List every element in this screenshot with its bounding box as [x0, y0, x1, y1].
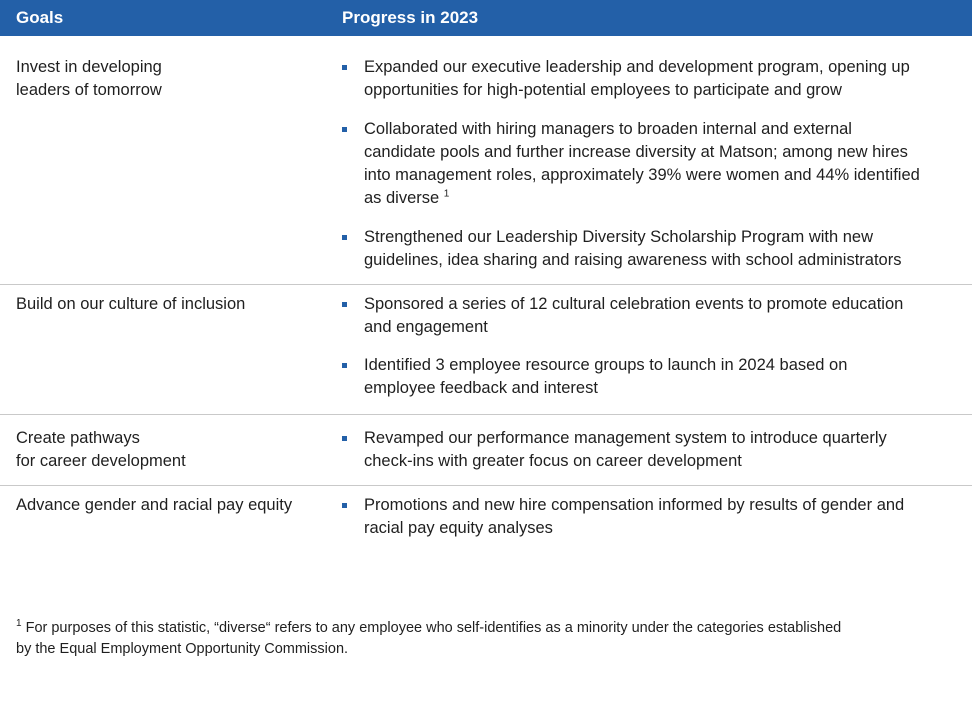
- bullet-line: Expanded our executive leadership and development program, opening up: [364, 58, 910, 76]
- list-item: [342, 226, 964, 272]
- table-row: [0, 36, 972, 285]
- progress-list: [326, 427, 972, 473]
- footnote-line: by the Equal Employment Opportunity Commission.: [16, 641, 349, 657]
- progress-column-header: Progress in 2023: [342, 8, 479, 27]
- bullet-square-icon: [342, 127, 347, 132]
- bullet-square-icon: [342, 363, 347, 368]
- footnote-text: For purposes of this statistic, “diverse“ refers to any employee who self-identifies as a minority under the categories established: [25, 620, 842, 636]
- table-row: [0, 285, 972, 415]
- list-item: [342, 118, 964, 210]
- bullet-line: racial pay equity analyses: [364, 519, 553, 537]
- bullet-square-icon: [342, 65, 347, 70]
- progress-list: [326, 293, 972, 400]
- bullet-line: and engagement: [364, 318, 488, 336]
- goal-line: Build on our culture of inclusion: [16, 295, 246, 313]
- list-item: [342, 494, 964, 540]
- goal-line: Create pathways: [16, 429, 140, 447]
- list-item: [342, 56, 964, 102]
- goal-cell: [0, 293, 326, 400]
- bullet-line: opportunities for high-potential employees to participate and grow: [364, 81, 842, 99]
- bullet-line: candidate pools and further increase diversity at Matson; among new hires: [364, 143, 908, 161]
- bullet-square-icon: [342, 436, 347, 441]
- list-item: [342, 427, 964, 473]
- footnote-reference: 1: [443, 188, 450, 200]
- goal-cell: [0, 494, 326, 540]
- bullet-line: Strengthened our Leadership Diversity Scholarship Program with new: [364, 228, 874, 246]
- goal-line: for career development: [16, 452, 186, 470]
- goals-column-header: Goals: [16, 8, 64, 27]
- progress-list: [326, 56, 972, 272]
- list-item: [342, 354, 964, 400]
- bullet-square-icon: [342, 302, 347, 307]
- bullet-line-text: as diverse: [364, 189, 440, 207]
- bullet-line: [364, 187, 964, 210]
- table-row: [0, 486, 972, 552]
- bullet-line: Identified 3 employee resource groups to launch in 2024 based on: [364, 356, 848, 374]
- progress-list: [326, 494, 972, 540]
- bullet-line: into management roles, approximately 39% were women and 44% identified: [364, 166, 920, 184]
- goal-line: Invest in developing: [16, 58, 162, 76]
- bullet-line: Promotions and new hire compensation informed by results of gender and: [364, 496, 905, 514]
- bullet-line: Collaborated with hiring managers to broaden internal and external: [364, 120, 852, 138]
- bullet-line: Sponsored a series of 12 cultural celebration events to promote education: [364, 295, 904, 313]
- footnote-line: [16, 618, 946, 639]
- bullet-square-icon: [342, 235, 347, 240]
- goal-line: Advance gender and racial pay equity: [16, 496, 293, 514]
- bullet-square-icon: [342, 503, 347, 508]
- footnote: [16, 618, 946, 660]
- bullet-line: employee feedback and interest: [364, 379, 598, 397]
- goal-cell: [0, 427, 326, 473]
- bullet-line: check-ins with greater focus on career development: [364, 452, 742, 470]
- footnote-mark: 1: [16, 618, 22, 630]
- goals-table: [0, 36, 972, 552]
- goal-cell: [0, 56, 326, 272]
- bullet-line: guidelines, idea sharing and raising awareness with school administrators: [364, 251, 902, 269]
- bullet-line: Revamped our performance management system to introduce quarterly: [364, 429, 887, 447]
- list-item: [342, 293, 964, 339]
- table-row: [0, 415, 972, 486]
- table-header: [0, 0, 972, 36]
- goal-line: leaders of tomorrow: [16, 81, 162, 99]
